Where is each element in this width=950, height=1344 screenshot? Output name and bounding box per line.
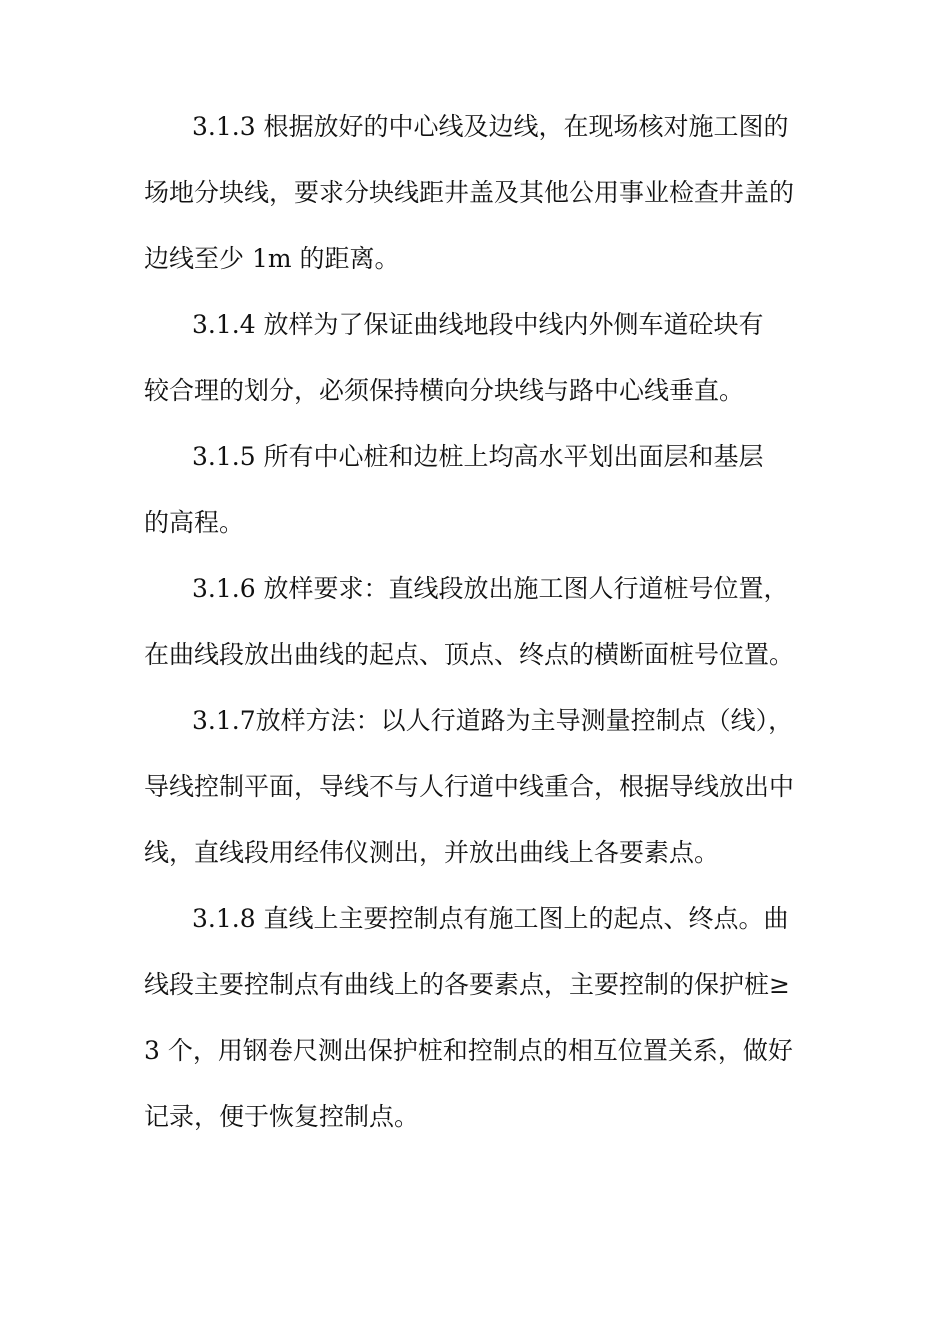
paragraph-line: 3.1.4 放样为了保证曲线地段中线内外侧车道砼块有 bbox=[192, 310, 764, 339]
paragraph-line: 线，直线段用经伟仪测出，并放出曲线上各要素点。 bbox=[144, 838, 720, 867]
paragraph-line: 3.1.5 所有中心桩和边桩上均高水平划出面层和基层 bbox=[192, 442, 764, 471]
paragraph-line: 边线至少 1m 的距离。 bbox=[144, 244, 400, 273]
paragraph-line: 3 个，用钢卷尺测出保护桩和控制点的相互位置关系，做好 bbox=[144, 1036, 793, 1065]
paragraph-line: 3.1.6 放样要求：直线段放出施工图人行道桩号位置， bbox=[192, 574, 789, 603]
document-body bbox=[144, 94, 808, 1150]
paragraph-line: 线段主要控制点有曲线上的各要素点，主要控制的保护桩≥ bbox=[144, 970, 790, 999]
paragraph-3-1-6 bbox=[144, 556, 808, 688]
paragraph-3-1-8 bbox=[144, 886, 808, 1150]
paragraph-line: 3.1.8 直线上主要控制点有施工图上的起点、终点。曲 bbox=[192, 904, 789, 933]
paragraph-line: 导线控制平面，导线不与人行道中线重合，根据导线放出中 bbox=[144, 772, 795, 801]
paragraph-line: 在曲线段放出曲线的起点、顶点、终点的横断面桩号位置。 bbox=[144, 640, 795, 669]
paragraph-line: 场地分块线，要求分块线距井盖及其他公用事业检查井盖的 bbox=[144, 178, 795, 207]
paragraph-3-1-5 bbox=[144, 424, 808, 556]
paragraph-line: 的高程。 bbox=[144, 508, 245, 537]
paragraph-line: 较合理的划分，必须保持横向分块线与路中心线垂直。 bbox=[144, 376, 745, 405]
paragraph-3-1-4 bbox=[144, 292, 808, 424]
paragraph-line: 记录，便于恢复控制点。 bbox=[144, 1102, 420, 1131]
paragraph-line: 3.1.3 根据放好的中心线及边线，在现场核对施工图的 bbox=[192, 112, 789, 141]
paragraph-3-1-3 bbox=[144, 94, 808, 292]
paragraph-3-1-7 bbox=[144, 688, 808, 886]
paragraph-line: 3.1.7放样方法：以人行道路为主导测量控制点（线）， bbox=[192, 706, 794, 735]
